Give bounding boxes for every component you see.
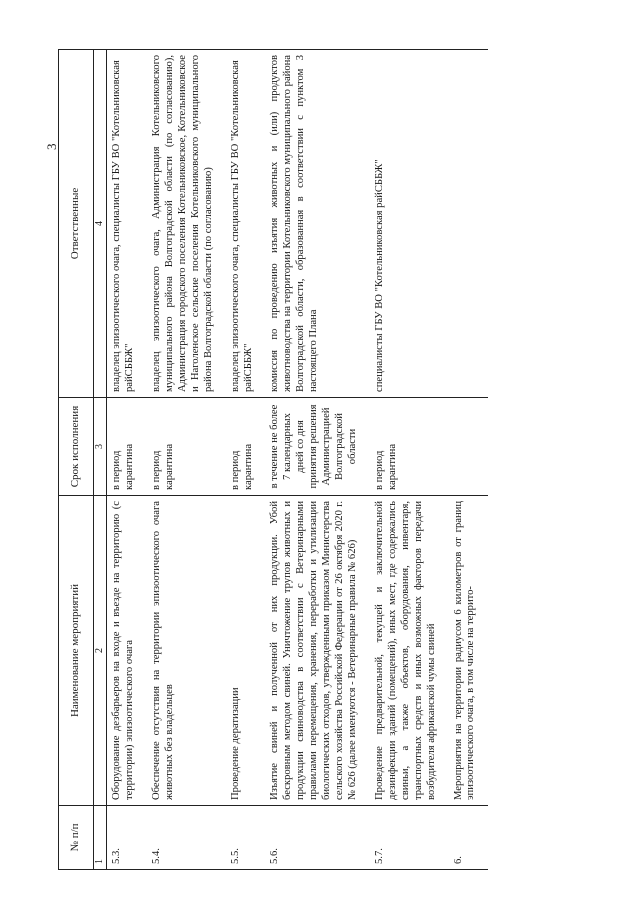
measure-text: Проведение предварительной, текущей и заключительной дезинфекции зданий (помещений), иных мест, где содержались свиньи, а также объектов, оборудования, инвентаря, транспортных средств и иных возможных факторов передачи возбудителя африканской чумы свиней [370, 496, 449, 806]
table-row [265, 50, 369, 870]
page-number: 3 [44, 143, 59, 150]
row-number: 5.4. [147, 806, 226, 870]
header-deadline: Срок исполнения [59, 398, 94, 496]
deadline-text [449, 398, 489, 496]
responsible-text: владелец эпизоотического очага, Администрация Котельниковского муниципального района Волгоградской области (по согласованию), Администрация городского поселения Котельниковское, Котельниковское и Наголенское сельские поселения Котельниковского муниципального района Волгоградской области (по согласованию) [147, 50, 226, 398]
row-number: 5.3. [107, 806, 147, 870]
table-row [226, 50, 266, 870]
header-number: № п/п [59, 806, 94, 870]
column-number-4: 4 [94, 50, 107, 398]
responsible-text: владелец эпизоотического очага, специалисты ГБУ ВО "Котельниковская райСББЖ" [107, 50, 147, 398]
row-number: 5.7. [370, 806, 449, 870]
table-row [370, 50, 449, 870]
responsible-text: владелец эпизоотического очага, специалисты ГБУ ВО "Котельниковская райСББЖ" [226, 50, 266, 398]
column-number-3: 3 [94, 398, 107, 496]
measure-text: Мероприятия на территории радиусом 6 километров от границ эпизоотического очага, в том числе на террито- [449, 496, 489, 806]
responsible-text [449, 50, 489, 398]
header-responsible: Ответственные [59, 50, 94, 398]
deadline-text: в период карантина [226, 398, 266, 496]
column-number-1: 1 [94, 806, 107, 870]
measure-text: Изъятие свиней и полученной от них продукции. Убой бескровным методом свиней. Уничтожение трупов животных и продукции свиноводства в соответствии с Ветеринарными правилами перемещения, хранения, переработки и утилизации биологических отходов, утвержденными приказом Министерства сельского хозяйства Российской Федерации от 26 октября 2020 г. № 626 (далее именуются - Ветеринарные правила № 626) [265, 496, 369, 806]
deadline-text: в период карантина [147, 398, 226, 496]
table-header [59, 50, 107, 870]
header-measure-name: Наименование мероприятий [59, 496, 94, 806]
rotated-page-content [58, 50, 580, 870]
table-body [107, 50, 489, 870]
row-number: 6. [449, 806, 489, 870]
row-number: 5.5. [226, 806, 266, 870]
table-row [449, 50, 489, 870]
measure-text: Обеспечение отсутствия на территории эпизоотического очага животных без владельцев [147, 496, 226, 806]
measures-table [58, 49, 488, 870]
deadline-text: в течение не более 7 календарных дней со дня принятия решения Администрацией Волгоградской области [265, 398, 369, 496]
column-number-2: 2 [94, 496, 107, 806]
deadline-text: в период карантина [107, 398, 147, 496]
table-row [107, 50, 147, 870]
responsible-text: специалисты ГБУ ВО "Котельниковская райСББЖ" [370, 50, 449, 398]
measure-text: Оборудование дезбарьеров на входе и въезде на территорию (с территории) эпизоотического очага [107, 496, 147, 806]
deadline-text: в период карантина [370, 398, 449, 496]
measure-text: Проведение дератизации [226, 496, 266, 806]
table-row [147, 50, 226, 870]
row-number: 5.6. [265, 806, 369, 870]
responsible-text: комиссия по проведению изъятия животных и (или) продуктов животноводства на территории Котельниковского муниципального района Волгоградской области, образованная в соответствии с пунктом 3 настоящего Плана [265, 50, 369, 398]
